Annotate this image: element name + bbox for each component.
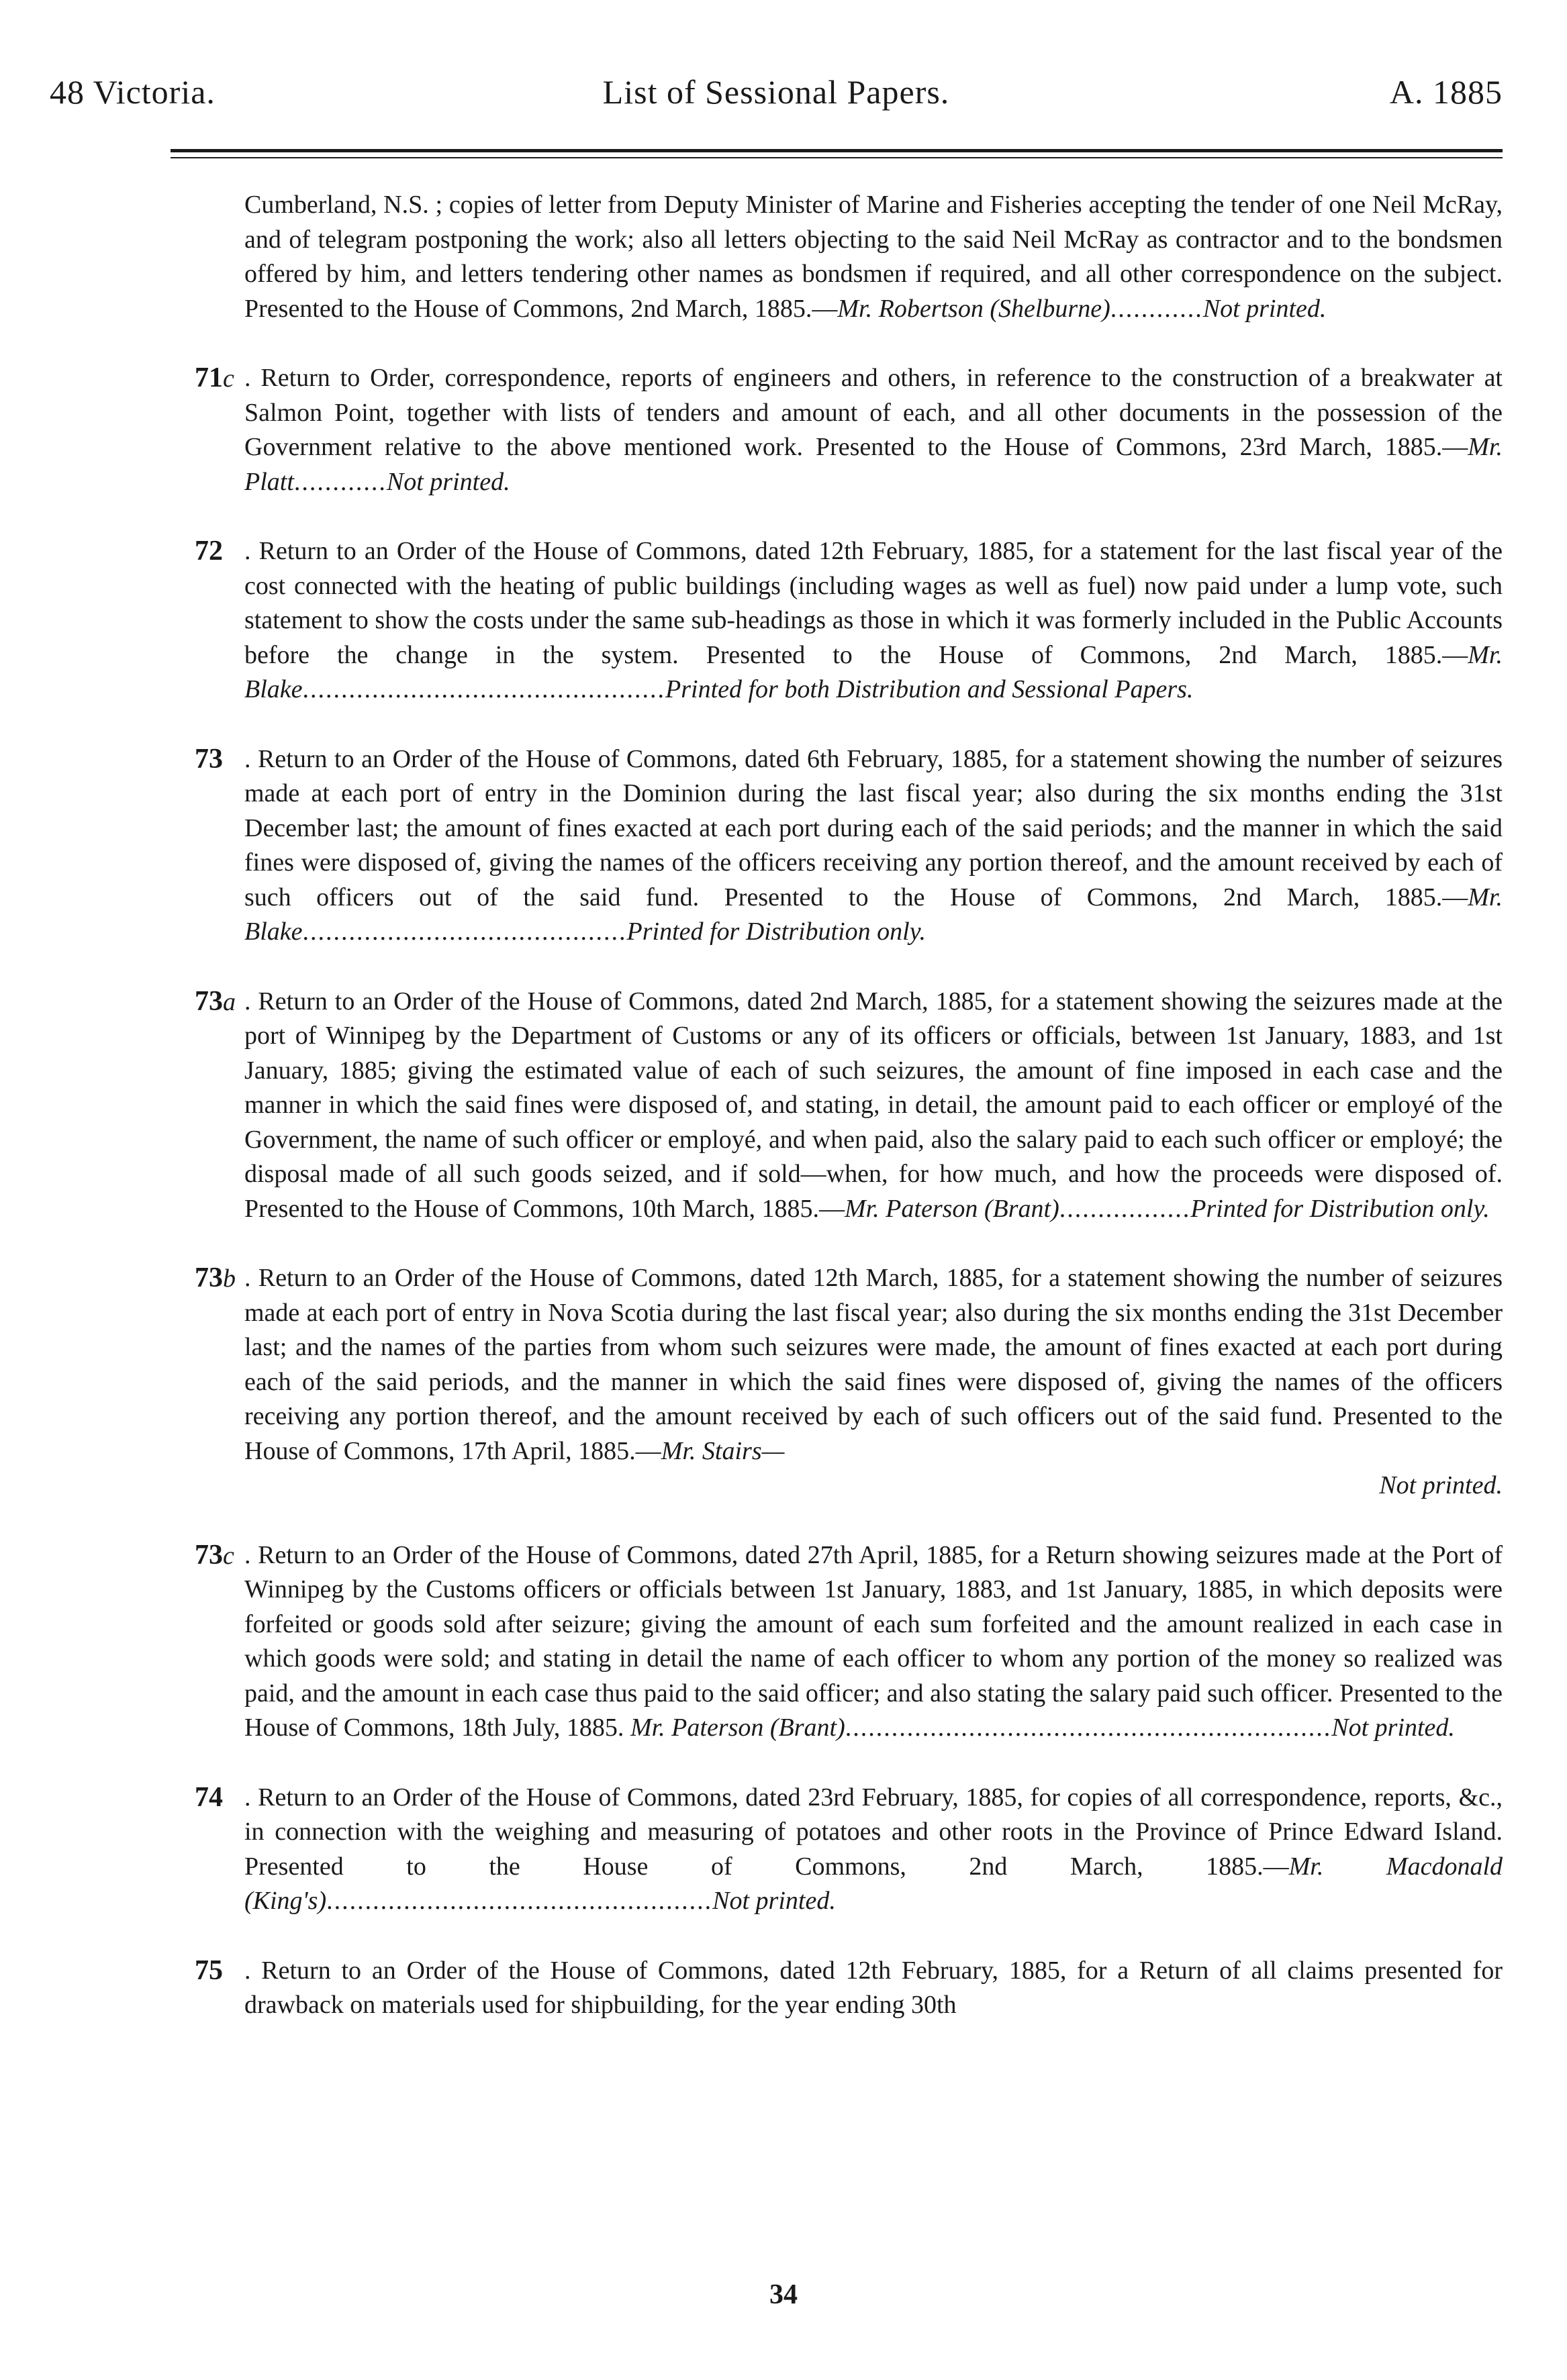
paper-status: Not printed. — [1202, 294, 1327, 323]
paper-number: 73b — [195, 1262, 236, 1293]
paper-number: 74 — [195, 1781, 223, 1813]
paper-status: Printed for both Distribution and Sessional Papers. — [665, 675, 1194, 703]
paper-description: . Return to Order, correspondence, reports of engineers and others, in reference to the construction of a breakwater at Salmon Point, together with lists of tenders and amount of each, and all other documents in the possession of the Government relative to the above mentioned work. Presented to the House of Commons, 23rd March, 1885.— — [244, 364, 1503, 461]
paper-number: 73a — [195, 985, 236, 1017]
paper-entry — [195, 534, 1503, 707]
paper-entry — [195, 361, 1503, 499]
paper-description: . Return to an Order of the House of Commons, dated 12th February, 1885, for a statement for the last fiscal year of the cost connected with the heating of public buildings (including wages as well as fuel) now paid under a lump vote, such statement to show the costs under the same sub-headings as those in which it was formerly included in the Public Accounts before the change in the system. Presented to the House of Commons, 2nd March, 1885.— — [244, 537, 1503, 669]
paper-entry — [195, 1781, 1503, 1919]
paper-status: Not printed. — [1379, 1471, 1503, 1499]
paper-presenter: Mr. Platt — [244, 433, 1503, 496]
paper-description: . Return to an Order of the House of Commons, dated 23rd February, 1885, for copies of all correspondence, reports, &c., in connection with the weighing and measuring of potatoes and other roots in the Province of Prince Edward Island. Presented to the House of Commons, 2nd March, 1885.— — [244, 1783, 1503, 1881]
header-year: A. 1885 — [1389, 73, 1503, 111]
paper-number: 72 — [195, 536, 223, 566]
leader-dots: ................. — [1059, 1194, 1191, 1223]
leader-dots: .................................................. — [326, 1887, 713, 1915]
leader-dots: .......................................... — [302, 918, 627, 946]
paper-description: . Return to an Order of the House of Commons, dated 12th February, 1885, for a Return of all claims presented for drawback on materials used for shipbuilding, for the year ending 30th — [244, 1956, 1503, 2019]
paper-status: Not printed. — [712, 1887, 836, 1915]
paper-description: . Return to an Order of the House of Commons, dated 27th April, 1885, for a Return showing seizures made at the Port of Winnipeg by the Customs officers or officials between 1st January, 1883, and 1st January, 1885, in which deposits were forfeited or goods sold after seizure; giving the amount of each sum forfeited and the amount realized in each case in which goods were sold; and stating in detail the name of each officer to whom any portion of the money so realized was paid, and the amount in each case thus paid to the said officer; and also stating the salary paid such officer. Presented to the House of Commons, 18th July, 1885. — [244, 1540, 1503, 1742]
paper-entry — [195, 1954, 1503, 2023]
paper-status: Printed for Distribution only. — [1190, 1194, 1490, 1223]
header-session: 48 Victoria. — [50, 73, 216, 111]
leader-dots: ............ — [1110, 294, 1203, 323]
paper-entry — [195, 1261, 1503, 1503]
paper-presenter: Mr. Blake — [244, 883, 1503, 946]
header-title: List of Sessional Papers. — [602, 73, 950, 111]
header-rule-thin — [171, 157, 1503, 158]
paper-entry — [195, 985, 1503, 1227]
paper-entry — [195, 742, 1503, 950]
paper-presenter: Mr. Robertson (Shelburne) — [837, 294, 1110, 323]
paper-presenter: Mr. Stairs— — [661, 1436, 785, 1465]
header-rule-thick — [171, 149, 1503, 152]
paper-number: 73c — [195, 1539, 234, 1571]
paper-entry — [195, 1538, 1503, 1746]
paper-presenter: Mr. Paterson (Brant) — [630, 1714, 845, 1742]
paper-description: . Return to an Order of the House of Commons, dated 6th February, 1885, for a statement showing the number of seizures made at each port of entry in the Dominion during the last fiscal year; also during the six months ending the 31st December last; the amount of fines exacted at each port during each of the said periods; and the manner in which the said fines were disposed of, giving the names of the officers receiving any portion thereof, and the amount received by each of such officers out of the said fund. Presented to the House of Commons, 2nd March, 1885.— — [244, 744, 1503, 911]
paper-entry — [244, 188, 1503, 326]
page-number: 34 — [769, 2279, 798, 2310]
paper-status: Not printed. — [1331, 1714, 1455, 1742]
paper-presenter: Mr. Paterson (Brant) — [844, 1194, 1059, 1223]
papers-list — [195, 188, 1503, 2023]
paper-presenter: Mr. Macdonald (King's) — [244, 1852, 1503, 1915]
paper-status: Printed for Distribution only. — [626, 918, 926, 946]
paper-number: 75 — [195, 1954, 223, 1986]
paper-description: . Return to an Order of the House of Commons, dated 2nd March, 1885, for a statement showing the seizures made at the port of Winnipeg by the Department of Customs or any of its officers or officials, between 1st January, 1883, and 1st January, 1885; giving the estimated value of each of such seizures, the amount of fine imposed in each case and the manner in which the said fines were disposed of, and stating, in detail, the amount paid to each officer or employé of the Government, the name of such officer or employé, and when paid, also the salary paid to each such officer or employé; the disposal made of all such goods seized, and if sold—when, for how much, and how the proceeds were disposed of. Presented to the House of Commons, 10th March, 1885.— — [244, 987, 1503, 1223]
paper-number: 73 — [195, 743, 223, 775]
leader-dots: ............ — [293, 467, 387, 496]
leader-dots: ............................................... — [302, 675, 666, 703]
paper-description: . Return to an Order of the House of Commons, dated 12th March, 1885, for a statement showing the number of seizures made at each port of entry in Nova Scotia during the last fiscal year; also during the six months ending the 31st December last; and the names of the parties from whom such seizures were made, the amount of fines exacted at each port during each of the said periods, and the manner in which the said fines were disposed of, giving the names of the officers receiving any portion thereof, and the amount received by each of such officers out of the said fund. Presented to the House of Commons, 17th April, 1885.— — [244, 1264, 1503, 1465]
page-header — [50, 72, 1503, 119]
leader-dots: ............................................................... — [845, 1714, 1332, 1742]
paper-presenter: Mr. Blake — [244, 640, 1503, 703]
paper-status: Not printed. — [386, 467, 510, 496]
paper-description: Cumberland, N.S. ; copies of letter from Deputy Minister of Marine and Fisheries accepting the tender of one Neil McRay, and of telegram postponing the work; also all letters objecting to the said Neil McRay as contractor and to the bondsmen offered by him, and letters tendering other names as bondsmen if required, and all other correspondence on the subject. Presented to the House of Commons, 2nd March, 1885.— — [244, 191, 1503, 323]
paper-number: 71c — [195, 362, 234, 393]
